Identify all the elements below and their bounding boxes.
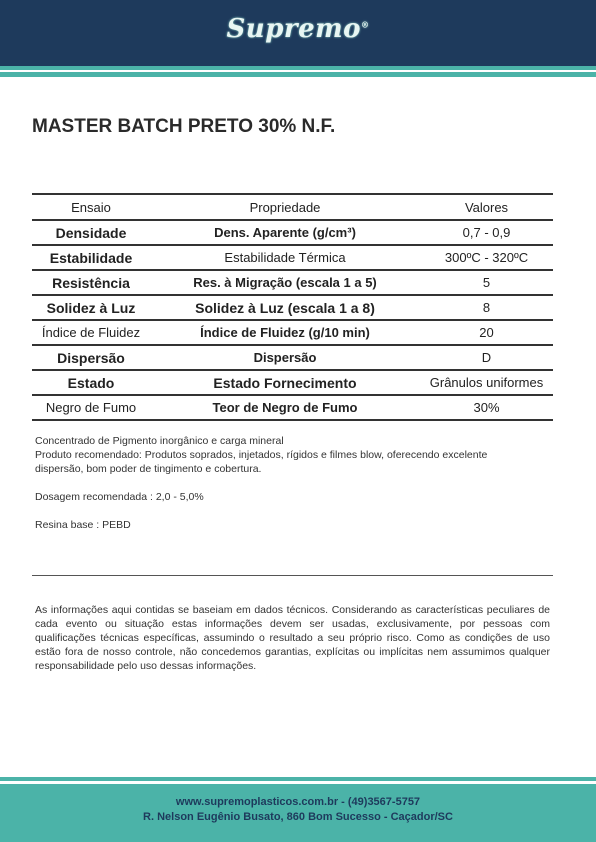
divider [32, 575, 553, 576]
cell-propriedade: Teor de Negro de Fumo [150, 395, 420, 420]
table-row [32, 270, 553, 295]
description-line: Concentrado de Pigmento inorgânico e carga mineral [35, 435, 284, 447]
table-row [32, 245, 553, 270]
cell-propriedade: Estabilidade Térmica [150, 245, 420, 270]
specs-table [32, 193, 553, 421]
product-description [35, 434, 535, 532]
footer-address: R. Nelson Eugênio Busato, 860 Bom Sucesso - Caçador/SC [143, 811, 453, 823]
header-propriedade: Propriedade [150, 194, 420, 220]
cell-valor: 5 [420, 270, 553, 295]
cell-propriedade: Solidez à Luz (escala 1 a 8) [150, 295, 420, 320]
footer-stripe [0, 777, 596, 781]
header-ensaio: Ensaio [32, 194, 150, 220]
table-header-row [32, 194, 553, 220]
disclaimer-text: As informações aqui contidas se baseiam em dados técnicos. Considerando as características peculiares de cada evento ou situação estas informações devem ser usadas, exclusivamente, por pessoas com qualificações técnicas específicas, assumindo o resultado a seu próprio risco. Como as condições de uso estão fora de nosso controle, não concedemos garantias, explícitas ou implícitas nem assumimos qualquer responsabilidade pelo uso dessas informações. [35, 604, 550, 672]
table-row [32, 320, 553, 345]
header-stripe [0, 66, 596, 70]
table-row [32, 220, 553, 245]
cell-ensaio: Resistência [32, 270, 150, 295]
table-row [32, 295, 553, 320]
cell-ensaio: Estabilidade [32, 245, 150, 270]
header-valores: Valores [420, 194, 553, 220]
cell-propriedade: Estado Fornecimento [150, 370, 420, 395]
header-bar [0, 0, 596, 66]
header-stripe [0, 72, 596, 77]
table-row [32, 395, 553, 420]
cell-propriedade: Res. à Migração (escala 1 a 5) [150, 270, 420, 295]
cell-valor: 30% [420, 395, 553, 420]
product-title: MASTER BATCH PRETO 30% N.F. [32, 116, 336, 137]
cell-propriedade: Dispersão [150, 345, 420, 370]
footer-bar [0, 784, 596, 842]
cell-ensaio: Estado [32, 370, 150, 395]
cell-ensaio: Índice de Fluidez [32, 320, 150, 345]
cell-ensaio: Solidez à Luz [32, 295, 150, 320]
table-row [32, 370, 553, 395]
cell-propriedade: Índice de Fluidez (g/10 min) [150, 320, 420, 345]
table-row [32, 345, 553, 370]
dosage-text: Dosagem recomendada : 2,0 - 5,0% [35, 491, 204, 503]
description-line: Produto recomendado: Produtos soprados, injetados, rígidos e filmes blow, oferecendo excelente dispersão, bom poder de tingimento e cobertura. [35, 449, 488, 475]
cell-valor: Grânulos uniformes [420, 370, 553, 395]
supremo-logo: Supremo® [226, 14, 370, 44]
cell-valor: 300ºC - 320ºC [420, 245, 553, 270]
cell-valor: 8 [420, 295, 553, 320]
footer-contact: www.supremoplasticos.com.br - (49)3567-5757 [175, 796, 421, 808]
cell-ensaio: Densidade [32, 220, 150, 245]
cell-valor: 0,7 - 0,9 [420, 220, 553, 245]
cell-ensaio: Negro de Fumo [32, 395, 150, 420]
cell-propriedade: Dens. Aparente (g/cm³) [150, 220, 420, 245]
cell-valor: D [420, 345, 553, 370]
cell-valor: 20 [420, 320, 553, 345]
cell-ensaio: Dispersão [32, 345, 150, 370]
resin-text: Resina base : PEBD [35, 519, 131, 531]
